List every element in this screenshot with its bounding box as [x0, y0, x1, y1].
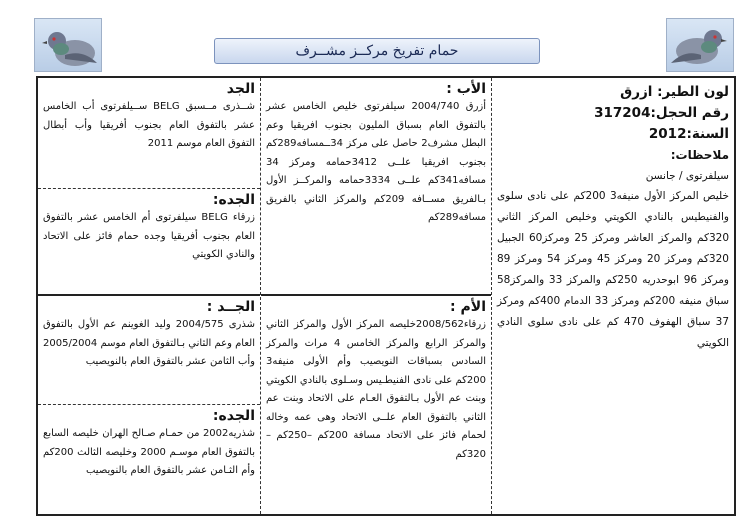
bird-strain: سيلفرتوى / جانسن	[645, 170, 729, 182]
grandmother-father-title: الجده:	[212, 192, 255, 208]
grandmother-mother-cell	[38, 404, 260, 514]
grandmother-mother-body: شذريه2002 من حمـام صـالح الهران خليصه السابع بالتفوق العام موسـم 2000 وخليصه الثالث 200كم وأم الثـامن عشر بالتفوق العام بالنويصيب	[43, 428, 255, 476]
bird-column	[492, 78, 734, 514]
pedigree-table	[36, 76, 736, 516]
bird-color: لون الطير: ازرق	[620, 84, 729, 100]
bird-notes-label: ملاحظات:	[670, 148, 729, 162]
grandmother-mother-title: الجده:	[212, 408, 255, 424]
grandfather-father-cell	[38, 78, 260, 188]
grandparents-column	[38, 78, 260, 514]
grandfather-mother-cell	[38, 294, 260, 404]
bird-notes: خليص المركز الأول منيفه3 200كم على نادى سلوى والفنيطيس بالنادي الكويتي وخليص المركز الثاني 320كم والمركز العاشر ومركز 25 ومركز60 الجبيل 320كم ومركز 20 ومركز 45 ومركز 54 ومركز 89 ومركز 96 ابوحدريه 250كم والمركز 33 والمركز58 سباق منيفه 200كم ومركز 33 الدمام 400كم ومركز 37 سباق الهفوف 470 كم على نادى سلوى النادي الكويتي	[497, 190, 730, 349]
grandfather-father-title: الجد	[226, 81, 255, 97]
pigeon-icon	[667, 19, 733, 71]
grandfather-mother-body: شذرى 2004/575 وليد الغوينم عم الأول بالتفوق العام وعم الثاني بـالتفوق العام موسم 2005/2004 وأب الثامن عشر بالتفوق العام بالنويصيب	[43, 319, 255, 367]
father-title: الأب :	[446, 81, 486, 97]
pigeon-icon	[35, 19, 101, 71]
mother-body: زرقاء2008/562خليصه المركز الأول والمركز الثاني والمركز الرابع والمركز الخامس 4 مرات والمركز السادس بسباقات النويصيب وأم الأولى منيفه3 200كم على نادى الفنيطـيس وسـلوى بالنادي الكويتي وبنت عم الأول بـالتفوق العـام على الاتحاد وبنت عم الثاني بالتفوق العام علــى الاتحاد وهى عمه وخاله لحمام فائز على الاتحاد مسافة 200كم –250كم –320كم	[266, 319, 486, 460]
grandmother-father-body: زرقاء BELG سيلفرتوى أم الخامس عشر بالتفوق العام بجنوب أفريقيا وجده حمام فائز على الاتحاد والنادي الكويتي	[43, 212, 256, 260]
father-body: أزرق 2004/740 سيلفرتوى خليص الخامس عشر بالتفوق العام بسباق المليون بجنوب افريقيا وعم البطل مشرف2 حاصل على مركز 34ــمسافه289كم بجنوب افريقيا علــى 3412حمامه ومركز 34 مسافه341كم علــى 3334حمامه والمركــز الأول بـالفريق مســافه 209كم والمركز الثاني بالفريق مسافه289كم	[266, 101, 487, 223]
parents-column	[260, 78, 492, 514]
title-banner	[214, 38, 540, 64]
mother-cell	[261, 294, 491, 514]
bird-cell	[492, 80, 734, 514]
grandmother-father-cell	[38, 188, 260, 294]
pigeon-photo-left	[34, 18, 102, 72]
bird-ring: رقم الحجل:317204	[594, 105, 729, 121]
bird-year: السنة:2012	[648, 126, 729, 142]
pigeon-photo-right	[666, 18, 734, 72]
mother-title: الأم :	[450, 299, 486, 315]
page-title: حمام تفريخ مركــز مشــرف	[295, 43, 459, 59]
father-cell	[261, 78, 491, 294]
grandfather-mother-title: الجــد :	[206, 299, 255, 315]
grandfather-father-body: شــذرى مــسبق BELG ســيلفرتوى أب الخامس عشر بالتفوق العام بجنوب أفريقيا وأب أبطال التفوق العام موسم 2011	[43, 101, 255, 149]
page-frame	[28, 8, 740, 522]
